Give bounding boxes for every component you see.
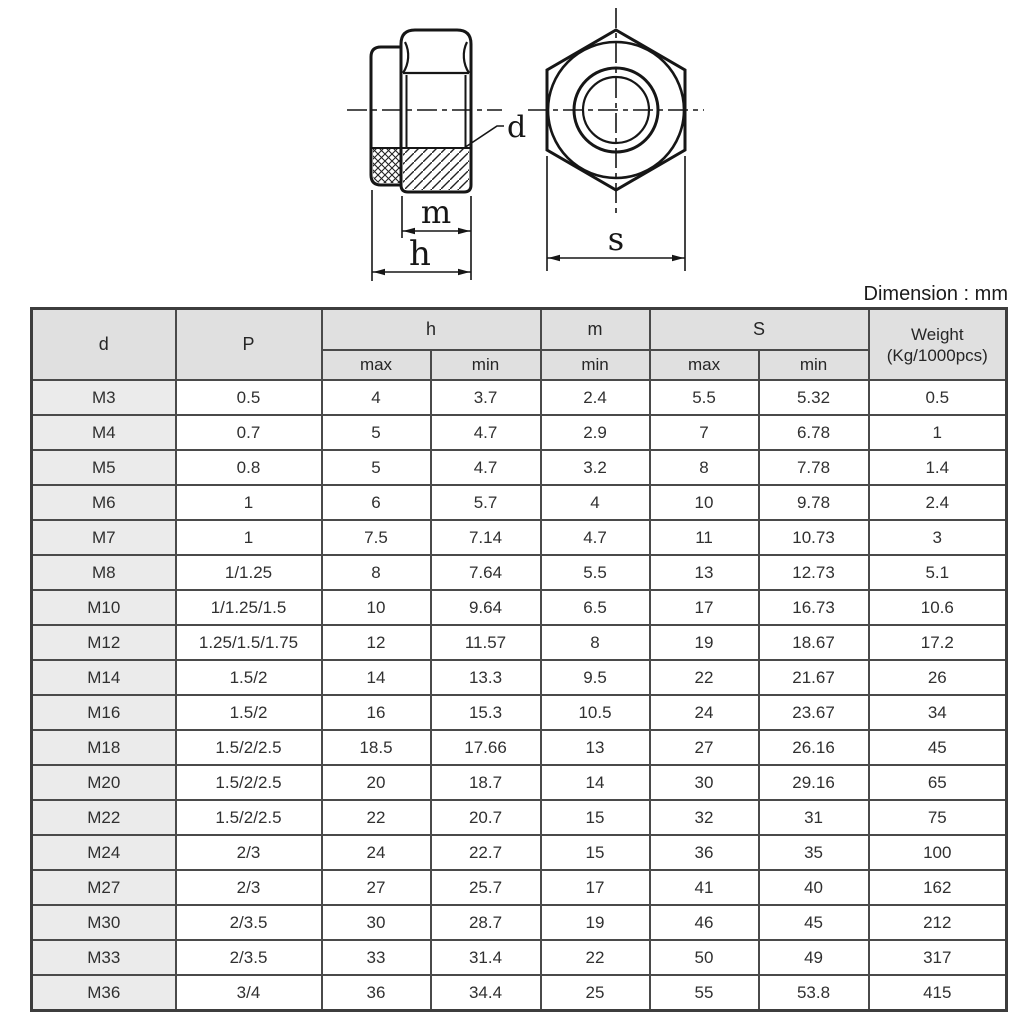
cell-value: 26: [869, 660, 1007, 695]
table-row: [32, 905, 1007, 940]
subheader-m-min: min: [541, 350, 650, 380]
cell-value: 36: [650, 835, 759, 870]
cell-value: 32: [650, 800, 759, 835]
cell-value: 0.7: [176, 415, 322, 450]
table-row: [32, 870, 1007, 905]
cell-value: 2.4: [541, 380, 650, 415]
table-row: [32, 730, 1007, 765]
cell-value: 75: [869, 800, 1007, 835]
cell-size: M27: [32, 870, 176, 905]
table-row: [32, 765, 1007, 800]
cell-value: 8: [650, 450, 759, 485]
cell-value: 17.66: [431, 730, 541, 765]
cell-value: 19: [541, 905, 650, 940]
table-row: [32, 415, 1007, 450]
cell-value: 7.5: [322, 520, 431, 555]
cell-value: 45: [869, 730, 1007, 765]
cell-value: 50: [650, 940, 759, 975]
cell-value: 5.5: [541, 555, 650, 590]
cell-value: 25.7: [431, 870, 541, 905]
cell-value: 5: [322, 415, 431, 450]
subheader-h-max: max: [322, 350, 431, 380]
cell-value: 7: [650, 415, 759, 450]
technical-drawing: [0, 0, 1024, 283]
cell-value: 14: [322, 660, 431, 695]
cell-value: 29.16: [759, 765, 869, 800]
table-row: [32, 660, 1007, 695]
cell-value: 31.4: [431, 940, 541, 975]
subheader-s-max: max: [650, 350, 759, 380]
cell-value: 1: [176, 485, 322, 520]
dimension-unit-note: Dimension : mm: [863, 283, 1008, 305]
cell-value: 10.73: [759, 520, 869, 555]
cell-value: 8: [322, 555, 431, 590]
cell-value: 415: [869, 975, 1007, 1011]
cell-size: M10: [32, 590, 176, 625]
cell-value: 24: [650, 695, 759, 730]
table-row: [32, 380, 1007, 415]
table-row: [32, 940, 1007, 975]
cell-size: M30: [32, 905, 176, 940]
cell-value: 22.7: [431, 835, 541, 870]
header-h: h: [322, 309, 541, 351]
cell-value: 45: [759, 905, 869, 940]
cell-value: 15.3: [431, 695, 541, 730]
cell-value: 14: [541, 765, 650, 800]
cell-value: 2/3: [176, 835, 322, 870]
cell-value: 1.5/2/2.5: [176, 765, 322, 800]
cell-value: 162: [869, 870, 1007, 905]
cell-value: 30: [650, 765, 759, 800]
cell-value: 34.4: [431, 975, 541, 1011]
table-row: [32, 520, 1007, 555]
cell-value: 16: [322, 695, 431, 730]
cell-value: 5.32: [759, 380, 869, 415]
cell-value: 36: [322, 975, 431, 1011]
cell-size: M16: [32, 695, 176, 730]
cell-size: M20: [32, 765, 176, 800]
table-row: [32, 555, 1007, 590]
table-row: [32, 590, 1007, 625]
lock-nut-drawing: [0, 0, 1024, 283]
cell-value: 20: [322, 765, 431, 800]
cell-value: 3.2: [541, 450, 650, 485]
header-p: P: [176, 309, 322, 381]
cell-value: 0.5: [176, 380, 322, 415]
cell-value: 1/1.25/1.5: [176, 590, 322, 625]
cell-value: 1.25/1.5/1.75: [176, 625, 322, 660]
label-s: s: [607, 220, 625, 258]
cell-size: M6: [32, 485, 176, 520]
table-row: [32, 800, 1007, 835]
cell-value: 18.67: [759, 625, 869, 660]
cell-value: 28.7: [431, 905, 541, 940]
cell-size: M5: [32, 450, 176, 485]
cell-value: 22: [541, 940, 650, 975]
cell-value: 55: [650, 975, 759, 1011]
cell-value: 0.8: [176, 450, 322, 485]
table-row: [32, 835, 1007, 870]
spec-table-body: [32, 380, 1007, 1011]
cell-value: 9.78: [759, 485, 869, 520]
cell-value: 15: [541, 835, 650, 870]
cell-value: 33: [322, 940, 431, 975]
label-d: d: [507, 110, 527, 145]
header-weight: [869, 309, 1007, 381]
cell-value: 6.78: [759, 415, 869, 450]
cell-value: 6.5: [541, 590, 650, 625]
cell-value: 10: [322, 590, 431, 625]
cell-value: 17: [650, 590, 759, 625]
cell-size: M8: [32, 555, 176, 590]
cell-value: 15: [541, 800, 650, 835]
cell-value: 2.9: [541, 415, 650, 450]
cell-value: 4: [322, 380, 431, 415]
header-weight-line1: Weight: [910, 324, 964, 344]
subheader-s-min: min: [759, 350, 869, 380]
cell-value: 4.7: [431, 450, 541, 485]
cell-value: 5: [322, 450, 431, 485]
cell-value: 26.16: [759, 730, 869, 765]
cell-value: 1.5/2: [176, 660, 322, 695]
cell-value: 22: [650, 660, 759, 695]
cell-value: 2/3.5: [176, 940, 322, 975]
cell-value: 11: [650, 520, 759, 555]
cell-value: 12: [322, 625, 431, 660]
cell-value: 1/1.25: [176, 555, 322, 590]
cell-value: 11.57: [431, 625, 541, 660]
header-row-main: [32, 309, 1007, 351]
cell-value: 65: [869, 765, 1007, 800]
cell-value: 22: [322, 800, 431, 835]
cell-value: 17: [541, 870, 650, 905]
cell-value: 35: [759, 835, 869, 870]
cell-size: M36: [32, 975, 176, 1011]
label-h: h: [409, 234, 431, 274]
cell-value: 1.5/2: [176, 695, 322, 730]
cell-value: 9.5: [541, 660, 650, 695]
cell-value: 5.5: [650, 380, 759, 415]
cell-value: 17.2: [869, 625, 1007, 660]
cell-size: M7: [32, 520, 176, 555]
cell-value: 1.5/2/2.5: [176, 800, 322, 835]
header-d: d: [32, 309, 176, 381]
cell-value: 10.6: [869, 590, 1007, 625]
cell-value: 12.73: [759, 555, 869, 590]
cell-size: M4: [32, 415, 176, 450]
label-m: m: [420, 193, 452, 231]
cell-value: 16.73: [759, 590, 869, 625]
cell-value: 25: [541, 975, 650, 1011]
cell-value: 13: [541, 730, 650, 765]
cell-value: 31: [759, 800, 869, 835]
cell-value: 4.7: [431, 415, 541, 450]
cell-value: 13: [650, 555, 759, 590]
cell-value: 5.7: [431, 485, 541, 520]
cell-value: 21.67: [759, 660, 869, 695]
cell-size: M22: [32, 800, 176, 835]
cell-value: 3.7: [431, 380, 541, 415]
cell-value: 7.78: [759, 450, 869, 485]
cell-value: 4.7: [541, 520, 650, 555]
spec-table: [30, 307, 1008, 1012]
cell-value: 27: [322, 870, 431, 905]
cell-value: 30: [322, 905, 431, 940]
table-row: [32, 975, 1007, 1011]
cell-value: 100: [869, 835, 1007, 870]
cell-value: 3/4: [176, 975, 322, 1011]
cell-value: 18.5: [322, 730, 431, 765]
cell-value: 212: [869, 905, 1007, 940]
cell-size: M3: [32, 380, 176, 415]
cell-value: 317: [869, 940, 1007, 975]
cell-value: 2/3.5: [176, 905, 322, 940]
cell-value: 2.4: [869, 485, 1007, 520]
cell-value: 19: [650, 625, 759, 660]
cell-value: 27: [650, 730, 759, 765]
cell-value: 1: [176, 520, 322, 555]
cell-value: 6: [322, 485, 431, 520]
header-m: m: [541, 309, 650, 351]
table-row: [32, 695, 1007, 730]
cell-value: 3: [869, 520, 1007, 555]
cell-size: M24: [32, 835, 176, 870]
cell-value: 0.5: [869, 380, 1007, 415]
cell-size: M14: [32, 660, 176, 695]
cell-value: 49: [759, 940, 869, 975]
cell-value: 24: [322, 835, 431, 870]
cell-value: 1.4: [869, 450, 1007, 485]
cell-value: 46: [650, 905, 759, 940]
cell-value: 41: [650, 870, 759, 905]
cell-value: 10: [650, 485, 759, 520]
cell-value: 7.14: [431, 520, 541, 555]
table-row: [32, 625, 1007, 660]
cell-value: 18.7: [431, 765, 541, 800]
cell-size: M18: [32, 730, 176, 765]
cell-size: M12: [32, 625, 176, 660]
table-row: [32, 450, 1007, 485]
header-weight-line2: (Kg/1000pcs): [886, 345, 988, 365]
table-row: [32, 485, 1007, 520]
cell-value: 13.3: [431, 660, 541, 695]
cell-value: 1: [869, 415, 1007, 450]
cell-value: 20.7: [431, 800, 541, 835]
subheader-h-min: min: [431, 350, 541, 380]
cell-value: 7.64: [431, 555, 541, 590]
header-s: S: [650, 309, 869, 351]
cell-value: 9.64: [431, 590, 541, 625]
cell-value: 10.5: [541, 695, 650, 730]
cell-value: 40: [759, 870, 869, 905]
cell-value: 5.1: [869, 555, 1007, 590]
cell-value: 8: [541, 625, 650, 660]
cell-value: 23.67: [759, 695, 869, 730]
cell-value: 1.5/2/2.5: [176, 730, 322, 765]
cell-value: 4: [541, 485, 650, 520]
cell-size: M33: [32, 940, 176, 975]
cell-value: 34: [869, 695, 1007, 730]
cell-value: 53.8: [759, 975, 869, 1011]
cell-value: 2/3: [176, 870, 322, 905]
